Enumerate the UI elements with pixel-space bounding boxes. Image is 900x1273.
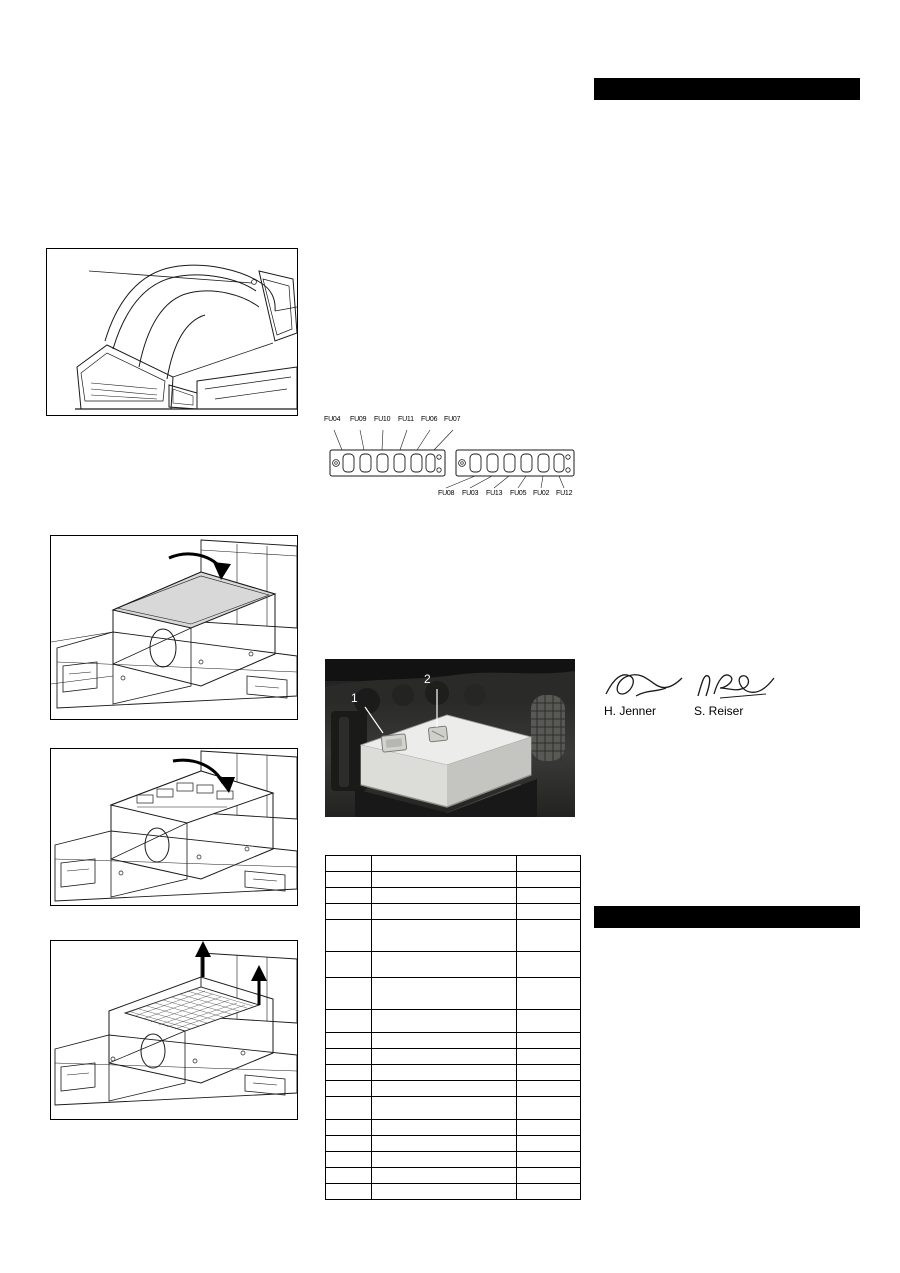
cell-description bbox=[371, 1151, 516, 1167]
table-row bbox=[326, 1167, 581, 1183]
cell-value bbox=[517, 872, 581, 888]
cell-value bbox=[517, 888, 581, 904]
table-row bbox=[326, 1080, 581, 1096]
table-row bbox=[326, 1135, 581, 1151]
cell-value bbox=[517, 1096, 581, 1119]
specification-table bbox=[325, 855, 581, 1200]
cell-value bbox=[517, 1009, 581, 1032]
table-row bbox=[326, 856, 581, 872]
cell-description bbox=[371, 952, 516, 977]
cell-description bbox=[371, 856, 516, 872]
cell-value bbox=[517, 1080, 581, 1096]
cell-ref bbox=[326, 888, 372, 904]
signature-block bbox=[600, 668, 790, 724]
cell-ref bbox=[326, 872, 372, 888]
figure-inner-panel-opening bbox=[50, 748, 298, 906]
signature-mark-jenner bbox=[600, 668, 688, 702]
fuse-box-diagram bbox=[320, 408, 590, 508]
cell-description bbox=[371, 1119, 516, 1135]
cell-ref bbox=[326, 1096, 372, 1119]
cell-ref bbox=[326, 920, 372, 952]
figure-grille-lift bbox=[50, 940, 298, 1120]
signature-name-jenner: H. Jenner bbox=[604, 704, 657, 718]
table-row bbox=[326, 1009, 581, 1032]
fuse-label-bottom-1: FU03 bbox=[462, 490, 479, 497]
cell-description bbox=[371, 1135, 516, 1151]
table-row bbox=[326, 920, 581, 952]
fuse-label-top-4: FU06 bbox=[421, 416, 438, 423]
cell-value bbox=[517, 920, 581, 952]
cell-value bbox=[517, 1167, 581, 1183]
fuse-label-bottom-0: FU08 bbox=[438, 490, 455, 497]
table-row bbox=[326, 977, 581, 1009]
cell-value bbox=[517, 856, 581, 872]
cell-ref bbox=[326, 952, 372, 977]
cell-ref bbox=[326, 1064, 372, 1080]
cell-ref bbox=[326, 1009, 372, 1032]
cell-ref bbox=[326, 1151, 372, 1167]
specification-table-body bbox=[326, 856, 581, 1200]
fuse-label-bottom-3: FU05 bbox=[510, 490, 527, 497]
lower-right-title-bar bbox=[594, 906, 860, 928]
cell-value bbox=[517, 977, 581, 1009]
cell-description bbox=[371, 1032, 516, 1048]
top-right-title-bar bbox=[594, 78, 860, 100]
cell-ref bbox=[326, 1167, 372, 1183]
cell-value bbox=[517, 1119, 581, 1135]
cell-description bbox=[371, 1009, 516, 1032]
fuse-label-top-0: FU04 bbox=[324, 416, 341, 423]
cell-description bbox=[371, 888, 516, 904]
fuse-label-bottom-4: FU02 bbox=[533, 490, 550, 497]
cell-ref bbox=[326, 1119, 372, 1135]
signature-mark-reiser bbox=[694, 668, 782, 702]
fuse-label-bottom-2: FU13 bbox=[486, 490, 503, 497]
cell-description bbox=[371, 1096, 516, 1119]
cell-description bbox=[371, 904, 516, 920]
table-row bbox=[326, 1183, 581, 1199]
table-row bbox=[326, 1151, 581, 1167]
cell-ref bbox=[326, 904, 372, 920]
cell-ref bbox=[326, 856, 372, 872]
table-row bbox=[326, 888, 581, 904]
cell-value bbox=[517, 952, 581, 977]
fuse-label-top-2: FU10 bbox=[374, 416, 391, 423]
cell-value bbox=[517, 904, 581, 920]
cell-value bbox=[517, 1183, 581, 1199]
table-row bbox=[326, 1119, 581, 1135]
table-row bbox=[326, 872, 581, 888]
cell-description bbox=[371, 1080, 516, 1096]
cell-description bbox=[371, 1064, 516, 1080]
cell-ref bbox=[326, 1048, 372, 1064]
table-row bbox=[326, 952, 581, 977]
table-row bbox=[326, 904, 581, 920]
cell-description bbox=[371, 977, 516, 1009]
figure-cover-opening bbox=[50, 535, 298, 720]
cell-description bbox=[371, 1048, 516, 1064]
cell-description bbox=[371, 920, 516, 952]
cell-description bbox=[371, 872, 516, 888]
cell-ref bbox=[326, 1032, 372, 1048]
cell-ref bbox=[326, 977, 372, 1009]
table-row bbox=[326, 1032, 581, 1048]
fuse-label-top-1: FU09 bbox=[350, 416, 367, 423]
photo-callout-1: 1 bbox=[351, 691, 358, 705]
signature-name-reiser: S. Reiser bbox=[694, 704, 744, 718]
table-row bbox=[326, 1096, 581, 1119]
fuse-label-top-3: FU11 bbox=[398, 416, 414, 423]
cell-value bbox=[517, 1048, 581, 1064]
fuse-label-top-5: FU07 bbox=[444, 416, 461, 423]
specification-table-wrapper bbox=[325, 855, 581, 1200]
cell-value bbox=[517, 1032, 581, 1048]
cell-ref bbox=[326, 1080, 372, 1096]
fuse-strip-artwork bbox=[320, 426, 590, 492]
cell-description bbox=[371, 1183, 516, 1199]
fuse-label-bottom-5: FU12 bbox=[556, 490, 573, 497]
cell-description bbox=[371, 1167, 516, 1183]
table-row bbox=[326, 1048, 581, 1064]
cell-ref bbox=[326, 1135, 372, 1151]
photo-callout-2: 2 bbox=[424, 672, 431, 686]
cell-value bbox=[517, 1151, 581, 1167]
cell-ref bbox=[326, 1183, 372, 1199]
table-row bbox=[326, 1064, 581, 1080]
figure-cab-exterior bbox=[46, 248, 298, 416]
cell-value bbox=[517, 1064, 581, 1080]
engine-bay-photo bbox=[325, 659, 575, 817]
cell-value bbox=[517, 1135, 581, 1151]
